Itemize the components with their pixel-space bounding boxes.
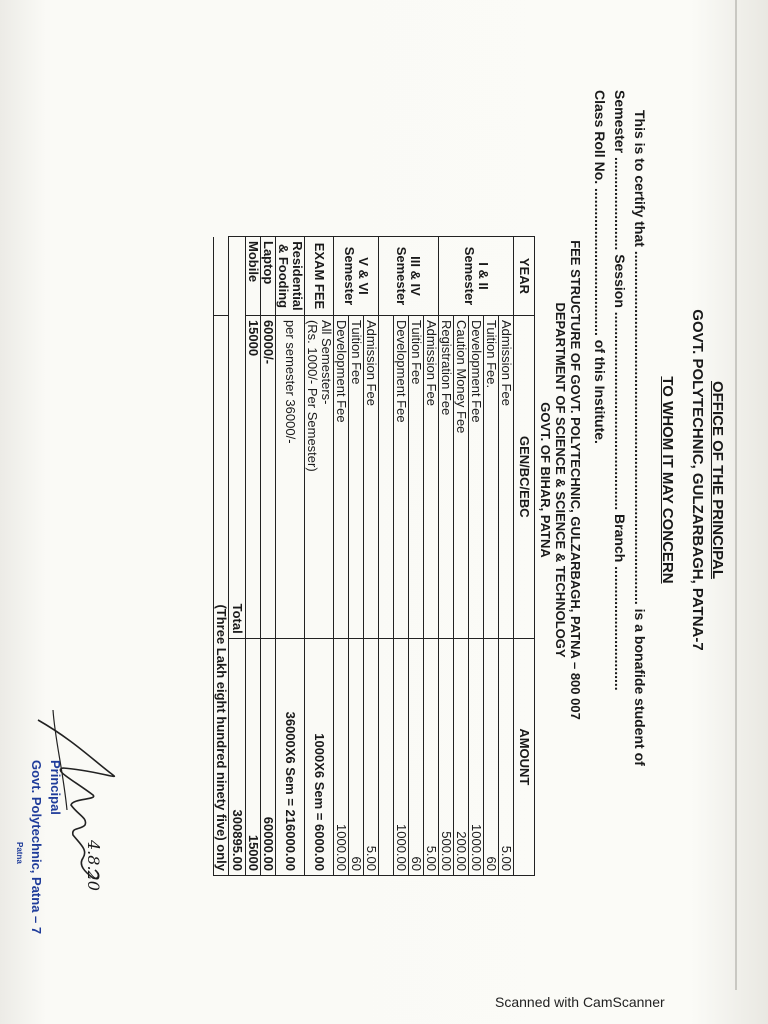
table-row <box>261 237 276 876</box>
certify-prefix: This is to certify that <box>632 110 648 247</box>
year-cell: Mobile <box>246 237 261 316</box>
fee-heading-2: DEPARTMENT OF SCIENCE & SCIENCE & TECHNOLOGY <box>553 302 568 658</box>
table-row <box>246 237 261 876</box>
amount-cell: 36000X6 Sem = 216000.00 <box>276 638 305 875</box>
header-category: GEN/BC/EBC <box>514 315 535 638</box>
amount-cell <box>379 638 439 875</box>
fee-item: Development Fee <box>468 316 483 638</box>
total-in-words: (Three Lakh eight hundred ninety five) only <box>214 315 229 875</box>
fee-item: All Semesters- <box>319 319 334 405</box>
amount-value: 1000.00 <box>334 824 349 871</box>
session-label: Session <box>612 254 628 308</box>
year-text: III & IV <box>408 256 424 296</box>
year-cell <box>276 237 305 316</box>
camscanner-watermark: Scanned with CamScanner <box>495 994 665 1010</box>
roll-label: Class Roll No. <box>592 90 608 185</box>
amount-value: 60 <box>483 639 498 875</box>
certify-line <box>632 110 648 766</box>
dotted-blank: ........................................................................................... <box>632 250 648 609</box>
principal-seal-title: Principal <box>48 760 63 815</box>
dotted-blank: ................................ <box>612 566 628 691</box>
dotted-blank: ...................................... <box>592 188 608 340</box>
year-cell: Laptop <box>261 237 276 316</box>
empty-line <box>379 639 393 875</box>
amount-value: 1000.00 <box>393 639 408 875</box>
dotted-blank: ........................ <box>612 156 628 255</box>
amount-value: 500.00 <box>439 831 454 871</box>
total-words-row <box>214 237 229 876</box>
year-text: Semester <box>342 246 357 306</box>
concern-title: TO WHOM IT MAY CONCERN <box>659 376 676 584</box>
table-row <box>379 237 439 876</box>
year-text: & Fooding <box>276 243 291 309</box>
year-text: I & II <box>476 262 491 290</box>
amount-value: 5.00 <box>423 639 438 875</box>
amount-cell: 60000.00 <box>261 638 276 875</box>
total-amount: 300895.00 <box>229 638 246 875</box>
total-label: Total <box>229 237 246 639</box>
semester-label: Semester <box>612 90 628 154</box>
year-cell <box>439 237 514 316</box>
amount-cell: 1000X6 Sem = 6000.00 <box>305 638 334 875</box>
fee-item: Development Fee <box>334 319 349 423</box>
amount-cell <box>439 638 514 875</box>
table-row <box>334 237 379 876</box>
institution-title: GOVT. POLYTECHNIC, GULZARBAGH, PATNA-7 <box>689 309 706 651</box>
fee-items-cell: per semester 36000/- <box>276 315 305 638</box>
fee-item: (Rs. 1000/- Per Semester) <box>305 319 320 472</box>
principal-seal-city: Patna <box>15 842 24 864</box>
year-cell <box>379 237 439 316</box>
fee-items-cell: 60000/- <box>261 315 276 638</box>
header-amount: AMOUNT <box>514 638 535 875</box>
fee-items-cell <box>334 315 379 638</box>
empty-line <box>379 320 393 634</box>
year-text: V & VI <box>356 257 371 295</box>
fee-item: Registration Fee <box>439 319 454 416</box>
fee-item: Caution Money Fee <box>453 316 468 638</box>
year-text: Semester <box>394 246 410 306</box>
dotted-blank: ................................................... <box>612 311 628 515</box>
signature-date: 4.8.20 <box>84 840 103 891</box>
amount-cell: 15000 <box>246 638 261 875</box>
amount-value: 5.00 <box>498 639 513 875</box>
semester-line <box>612 90 628 691</box>
amount-cell <box>334 638 379 875</box>
table-header-row <box>514 237 535 876</box>
fee-item: Admission Fee <box>498 316 513 638</box>
year-cell <box>334 237 379 316</box>
amount-value: 200.00 <box>453 639 468 875</box>
fee-item: Tuition Fee. <box>483 316 498 638</box>
fee-item: Tuition Fee <box>348 316 363 638</box>
table-row <box>305 237 334 876</box>
fee-items-cell <box>439 315 514 638</box>
roll-line <box>592 90 608 444</box>
fee-heading-1: FEE STRUCTURE OF GOVT. POLYTECHNIC, GULZARBAGH, PATNA – 800 007 <box>568 240 583 720</box>
fee-heading-3: GOVT. OF BIHAR, PATNA <box>538 402 553 558</box>
amount-value: 60 <box>408 639 423 875</box>
certify-suffix: is a bonafide student of <box>632 608 648 766</box>
fee-item: Admission Fee <box>423 316 438 638</box>
total-row <box>229 237 246 876</box>
principal-seal-institution: Govt. Polytechnic, Patna – 7 <box>29 760 44 935</box>
fee-table <box>213 236 535 876</box>
table-row <box>439 237 514 876</box>
header-year: YEAR <box>514 237 535 316</box>
table-row <box>276 237 305 876</box>
year-cell: EXAM FEE <box>305 237 334 316</box>
roll-suffix: of this Institute. <box>592 339 608 444</box>
fee-item: Development Fee <box>393 316 408 638</box>
fee-item: Admission Fee <box>363 316 378 638</box>
fee-items-cell <box>305 315 334 638</box>
amount-value: 1000.00 <box>468 639 483 875</box>
fee-items-cell <box>379 315 439 638</box>
year-text: Semester <box>462 246 477 306</box>
amount-value: 60 <box>348 639 363 875</box>
empty-cell <box>214 237 229 316</box>
year-text: Residential <box>290 241 305 311</box>
fee-item: Tuition Fee <box>408 316 423 638</box>
fee-items-cell: 15000 <box>246 315 261 638</box>
office-title: OFFICE OF THE PRINCIPAL <box>709 380 726 580</box>
branch-label: Branch <box>612 514 628 563</box>
amount-value: 5.00 <box>363 639 378 875</box>
